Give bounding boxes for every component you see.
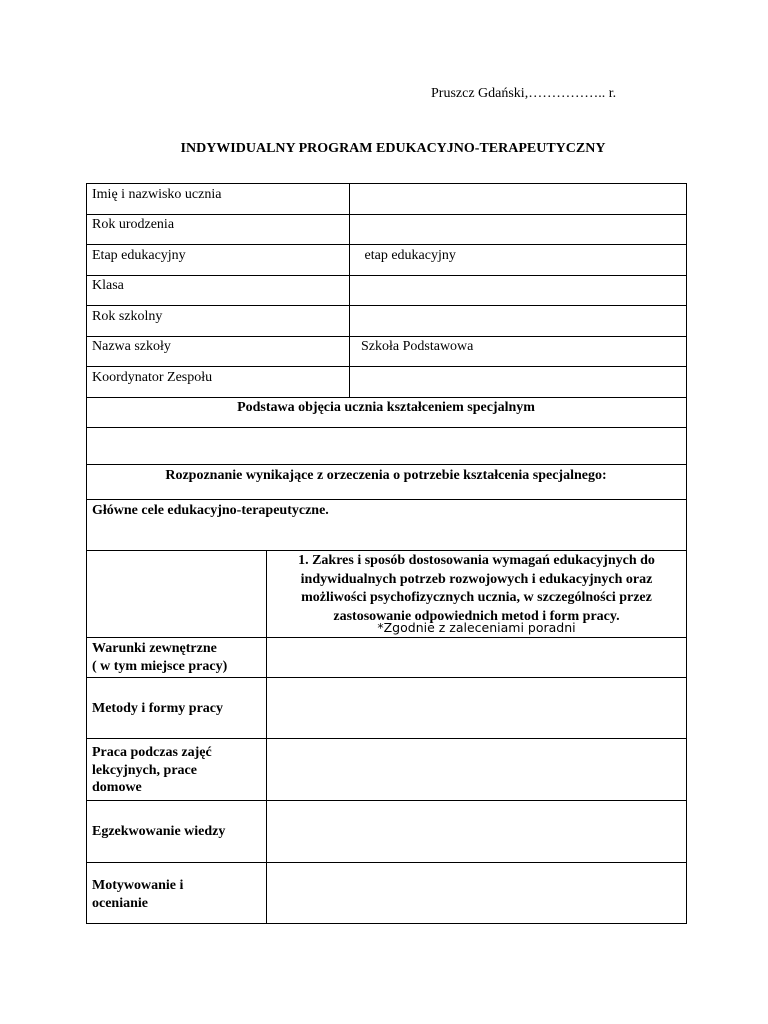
diagnosis-heading: Rozpoznanie wynikające z orzeczenia o potrzebie kształcenia specjalnego: — [165, 468, 607, 483]
motivation-grading-label — [92, 877, 262, 912]
birth-year-label: Rok urodzenia — [92, 217, 175, 232]
clinic-recommendation-note: *Zgodnie z zaleceniami poradni — [377, 620, 576, 635]
label-line: Warunki zewnętrzne — [92, 641, 217, 656]
team-coordinator-label: Koordynator Zespołu — [92, 370, 213, 385]
school-name-label: Nazwa szkoły — [92, 339, 171, 354]
school-year-label: Rok szkolny — [92, 309, 163, 324]
external-conditions-label — [92, 640, 262, 675]
requirements-adaptation-heading — [267, 552, 686, 626]
label-line: Praca podczas zajęć — [92, 745, 212, 760]
document-title: INDYWIDUALNY PROGRAM EDUKACYJNO-TERAPEUTYCZNY — [180, 141, 606, 156]
label-line: ocenianie — [92, 895, 148, 911]
label-line: Motywowanie i — [92, 878, 184, 893]
requirements-heading-line: indywidualnych potrzeb rozwojowych i edukacyjnych oraz — [300, 571, 653, 587]
student-name-label: Imię i nazwisko ucznia — [92, 187, 222, 202]
class-label: Klasa — [92, 278, 124, 293]
label-line: lekcyjnych, prace — [92, 762, 197, 778]
knowledge-assessment-label — [92, 823, 262, 841]
education-stage-value[interactable]: etap edukacyjny — [361, 248, 456, 263]
label-line: domowe — [92, 780, 142, 795]
school-name-value[interactable]: Szkoła Podstawowa — [361, 339, 474, 354]
special-education-basis-heading: Podstawa objęcia ucznia kształceniem specjalnym — [237, 400, 535, 415]
label-line: Egzekwowanie wiedzy — [92, 824, 226, 839]
requirements-heading-line: zastosowanie odpowiednich metod i form pracy. — [333, 608, 620, 624]
requirements-heading-line: możliwości psychofizycznych ucznia, w szczególności przez — [301, 590, 652, 605]
classwork-homework-label — [92, 744, 262, 797]
place-date-line: Pruszcz Gdański,…………….. r. — [431, 86, 617, 101]
label-line: Metody i formy pracy — [92, 701, 224, 716]
label-line: ( w tym miejsce pracy) — [92, 658, 228, 674]
requirements-heading-line: 1. Zakres i sposób dostosowania wymagań edukacyjnych do — [298, 553, 655, 568]
main-goals-heading: Główne cele edukacyjno-terapeutyczne. — [92, 503, 329, 518]
methods-forms-label — [92, 700, 262, 718]
education-stage-label: Etap edukacyjny — [92, 248, 186, 263]
